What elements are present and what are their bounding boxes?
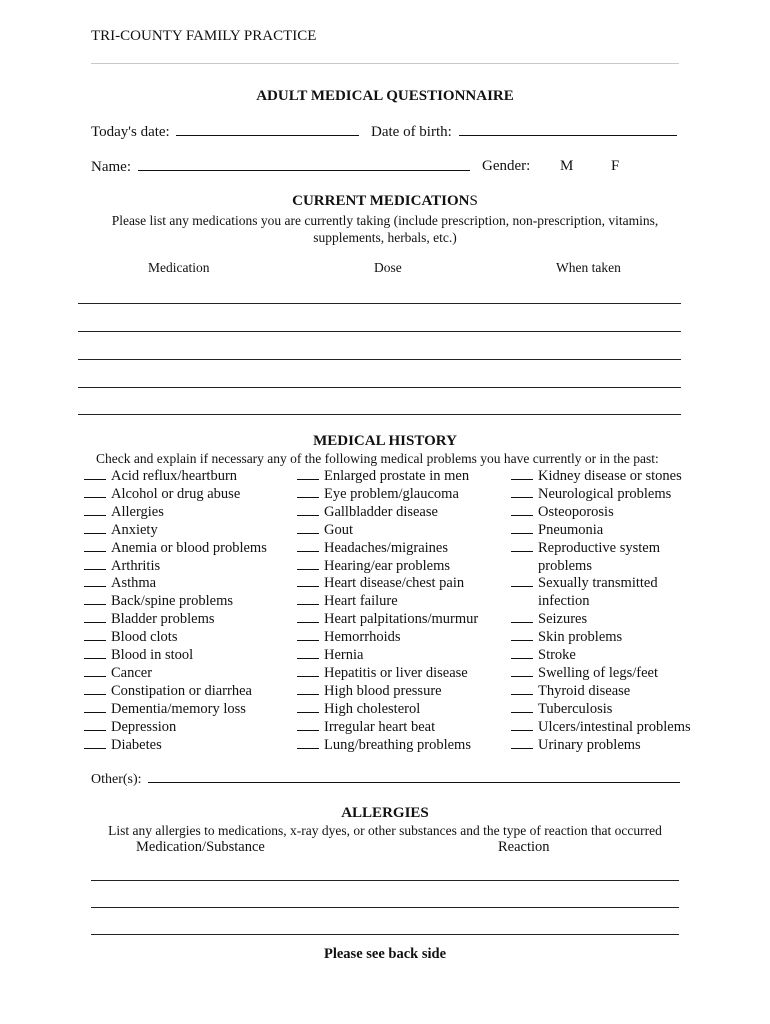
checkbox-blank[interactable]	[511, 718, 533, 731]
history-item-label: infection	[538, 593, 590, 610]
checkbox-blank[interactable]	[84, 574, 106, 587]
history-item[interactable]	[511, 521, 603, 539]
history-item[interactable]	[297, 664, 468, 682]
checkbox-blank[interactable]	[297, 592, 319, 605]
checkbox-blank[interactable]	[297, 467, 319, 480]
checkbox-blank[interactable]	[511, 610, 533, 623]
history-item-label: Lung/breathing problems	[324, 736, 471, 753]
name-row	[91, 158, 470, 176]
history-item[interactable]	[84, 700, 246, 718]
history-item-label: Pneumonia	[538, 521, 604, 538]
history-item-label: Hepatitis or liver disease	[324, 664, 468, 681]
checkbox-blank[interactable]	[84, 610, 106, 623]
dob-row	[371, 123, 677, 141]
history-item[interactable]	[84, 664, 152, 682]
dob-field[interactable]	[459, 123, 677, 136]
substance-column-header: Medication/Substance	[136, 839, 265, 855]
history-item[interactable]	[84, 557, 160, 575]
history-item-label: Gout	[324, 521, 353, 538]
history-item[interactable]	[511, 700, 612, 718]
history-heading: MEDICAL HISTORY	[313, 433, 457, 449]
history-item[interactable]	[84, 467, 237, 485]
checkbox-blank[interactable]	[84, 736, 106, 749]
history-item[interactable]	[297, 557, 450, 575]
history-item-label: problems	[538, 557, 592, 574]
history-item[interactable]	[297, 521, 353, 539]
history-item[interactable]	[297, 610, 478, 628]
history-item[interactable]	[84, 682, 252, 700]
checkbox-blank[interactable]	[84, 521, 106, 534]
history-item[interactable]	[84, 610, 215, 628]
history-item-label: Seizures	[538, 611, 588, 628]
history-item-label: Sexually transmitted	[538, 575, 658, 592]
checkbox-blank[interactable]	[511, 700, 533, 713]
checkbox-blank[interactable]	[297, 736, 319, 749]
history-item[interactable]	[84, 736, 162, 754]
history-item[interactable]	[297, 718, 435, 736]
history-item-label: Kidney disease or stones	[538, 468, 682, 484]
history-item[interactable]	[84, 628, 177, 646]
checkbox-blank[interactable]	[511, 664, 533, 677]
history-item-label: High cholesterol	[324, 700, 421, 717]
medication-entry-line[interactable]	[78, 303, 681, 304]
medication-entry-line[interactable]	[78, 359, 681, 360]
history-item-label: Anxiety	[111, 521, 158, 538]
history-item-label: Stroke	[538, 647, 576, 663]
history-item-label: High blood pressure	[324, 682, 442, 699]
history-instructions: Check and explain if necessary any of the following medical problems you have currently or in the past:	[96, 451, 659, 466]
history-item-label: Heart failure	[324, 593, 398, 610]
checkbox-blank[interactable]	[84, 485, 106, 498]
history-item[interactable]	[297, 700, 420, 718]
allergy-entry-line[interactable]	[91, 907, 679, 908]
medications-heading: CURRENT MEDICATIONS	[292, 193, 478, 209]
history-item[interactable]	[297, 646, 363, 664]
history-item[interactable]	[297, 736, 471, 754]
checkbox-blank[interactable]	[511, 485, 533, 498]
medication-entry-line[interactable]	[78, 331, 681, 332]
checkbox-blank[interactable]	[84, 718, 106, 731]
checkbox-blank[interactable]	[297, 718, 319, 731]
allergies-instructions: List any allergies to medications, x-ray dyes, or other substances and the type of reaction that occurred	[108, 823, 662, 838]
checkbox-blank[interactable]	[297, 610, 319, 623]
history-item-label: Hearing/ear problems	[324, 557, 451, 574]
history-item-label: Urinary problems	[538, 736, 641, 753]
checkbox-blank[interactable]	[511, 646, 533, 659]
checkbox-blank[interactable]	[297, 557, 319, 570]
checkbox-blank[interactable]	[511, 503, 533, 516]
history-item-label: Eye problem/glaucoma	[324, 485, 459, 502]
checkbox-blank[interactable]	[297, 664, 319, 677]
allergy-entry-line[interactable]	[91, 934, 679, 935]
history-item-label: Diabetes	[111, 736, 162, 753]
history-item-label: Blood clots	[111, 629, 178, 646]
reaction-column-header: Reaction	[498, 839, 550, 855]
history-item-label: Tuberculosis	[538, 700, 613, 717]
checkbox-blank[interactable]	[84, 664, 106, 677]
checkbox-blank[interactable]	[84, 628, 106, 641]
history-item-continuation	[511, 592, 590, 610]
back-side-note: Please see back side	[323, 946, 447, 962]
history-item-label: Neurological problems	[538, 485, 672, 502]
history-item[interactable]	[297, 503, 438, 521]
checkbox-blank[interactable]	[84, 503, 106, 516]
history-item[interactable]	[297, 592, 398, 610]
history-item-continuation	[511, 557, 592, 575]
header-divider	[91, 63, 679, 64]
history-item[interactable]	[511, 467, 682, 485]
checkbox-blank[interactable]	[84, 682, 106, 695]
medication-entry-line[interactable]	[78, 387, 681, 388]
history-item-label: Hemorrhoids	[324, 629, 401, 646]
history-item-label: Osteoporosis	[538, 503, 614, 520]
history-item[interactable]	[297, 539, 448, 557]
history-item-label: Skin problems	[538, 629, 623, 646]
checkbox-blank[interactable]	[511, 574, 533, 587]
history-item-label: Heart disease/chest pain	[324, 575, 465, 592]
history-item-label: Depression	[111, 718, 177, 735]
history-item-label: Reproductive system	[538, 539, 661, 556]
gender-option-m[interactable]: M	[560, 158, 574, 174]
checkbox-blank[interactable]	[511, 736, 533, 749]
others-label: Other(s):	[91, 772, 142, 787]
history-item[interactable]	[511, 718, 691, 736]
history-item[interactable]	[84, 503, 164, 521]
todays-date-row	[91, 123, 359, 141]
history-item-label: Constipation or diarrhea	[111, 682, 252, 699]
history-item[interactable]	[84, 718, 176, 736]
history-item-label: Arthritis	[111, 557, 161, 574]
history-item-label: Back/spine problems	[111, 593, 234, 610]
history-item-label: Alcohol or drug abuse	[111, 485, 241, 502]
checkbox-blank[interactable]	[297, 485, 319, 498]
checkbox-blank[interactable]	[84, 557, 106, 570]
history-item[interactable]	[84, 521, 158, 539]
checkbox-blank[interactable]	[297, 628, 319, 641]
checkbox-blank[interactable]	[297, 503, 319, 516]
history-item[interactable]	[511, 664, 658, 682]
checkbox-blank[interactable]	[84, 467, 106, 480]
checkbox-blank[interactable]	[297, 574, 319, 587]
history-item-label: Cancer	[111, 664, 153, 681]
history-item-label: Bladder problems	[111, 611, 215, 628]
history-item[interactable]	[297, 485, 459, 503]
history-item[interactable]	[511, 682, 630, 700]
checkbox-blank[interactable]	[297, 521, 319, 534]
checkbox-blank[interactable]	[84, 700, 106, 713]
history-item[interactable]	[84, 592, 233, 610]
history-item-label: Blood in stool	[111, 647, 194, 663]
todays-date-field[interactable]	[176, 123, 359, 136]
practice-name: TRI-COUNTY FAMILY PRACTICE	[91, 28, 317, 44]
history-item-label: Gallbladder disease	[324, 503, 438, 520]
history-item-label: Thyroid disease	[538, 682, 631, 699]
history-item[interactable]	[511, 485, 671, 503]
checkbox-blank[interactable]	[511, 628, 533, 641]
history-item-label: Dementia/memory loss	[111, 700, 246, 717]
checkbox-blank[interactable]	[297, 700, 319, 713]
history-item-label: Heart palpitations/murmur	[324, 611, 479, 628]
gender-label: Gender:	[482, 158, 531, 174]
history-item[interactable]	[84, 574, 156, 592]
history-item[interactable]	[297, 682, 442, 700]
history-item[interactable]	[511, 539, 660, 557]
history-item[interactable]	[84, 539, 267, 557]
history-item[interactable]	[511, 610, 587, 628]
checkbox-blank[interactable]	[511, 467, 533, 480]
history-item[interactable]	[297, 628, 401, 646]
checkbox-blank[interactable]	[297, 646, 319, 659]
history-item-label: Anemia or blood problems	[111, 539, 267, 556]
allergy-entry-line[interactable]	[91, 880, 679, 881]
checkbox-blank[interactable]	[84, 646, 106, 659]
history-item[interactable]	[511, 503, 614, 521]
history-item-label: Ulcers/intestinal problems	[538, 718, 691, 735]
checkbox-blank[interactable]	[84, 539, 106, 552]
history-item-label: Allergies	[111, 503, 164, 520]
checkbox-blank[interactable]	[511, 521, 533, 534]
medication-column-header: Medication	[148, 260, 210, 275]
allergies-heading: ALLERGIES	[341, 805, 429, 821]
history-item-label: Asthma	[111, 575, 157, 592]
others-field[interactable]	[148, 770, 680, 783]
checkbox-blank[interactable]	[84, 592, 106, 605]
history-item[interactable]	[511, 736, 641, 754]
gender-option-f[interactable]: F	[611, 158, 620, 174]
history-item-label: Acid reflux/heartburn	[111, 468, 238, 484]
name-field[interactable]	[138, 158, 470, 171]
history-item-label: Irregular heart beat	[324, 718, 436, 735]
others-row	[91, 770, 680, 788]
history-item[interactable]	[297, 467, 469, 485]
todays-date-label: Today's date:	[91, 124, 170, 140]
history-item[interactable]	[84, 646, 193, 664]
history-item[interactable]	[297, 574, 464, 592]
medication-entry-line[interactable]	[78, 414, 681, 415]
dob-label: Date of birth:	[371, 124, 452, 140]
history-item[interactable]	[511, 646, 576, 664]
checkbox-blank[interactable]	[511, 682, 533, 695]
history-item-label: Headaches/migraines	[324, 539, 449, 556]
history-item-label: Hernia	[324, 647, 364, 663]
dose-column-header: Dose	[374, 260, 402, 275]
checkbox-blank[interactable]	[511, 539, 533, 552]
name-label: Name:	[91, 159, 131, 175]
history-item-label: Swelling of legs/feet	[538, 664, 659, 681]
history-item[interactable]	[511, 574, 658, 592]
history-item-label: Enlarged prostate in men	[324, 468, 470, 484]
form-title: ADULT MEDICAL QUESTIONNAIRE	[256, 88, 514, 104]
checkbox-blank[interactable]	[297, 682, 319, 695]
when-taken-column-header: When taken	[556, 260, 621, 275]
medications-instructions: Please list any medications you are currently taking (include prescription, non-prescription, vitamins, supplements, herbals, etc.)	[111, 213, 659, 245]
history-item[interactable]	[84, 485, 240, 503]
checkbox-blank[interactable]	[297, 539, 319, 552]
history-item[interactable]	[511, 628, 622, 646]
